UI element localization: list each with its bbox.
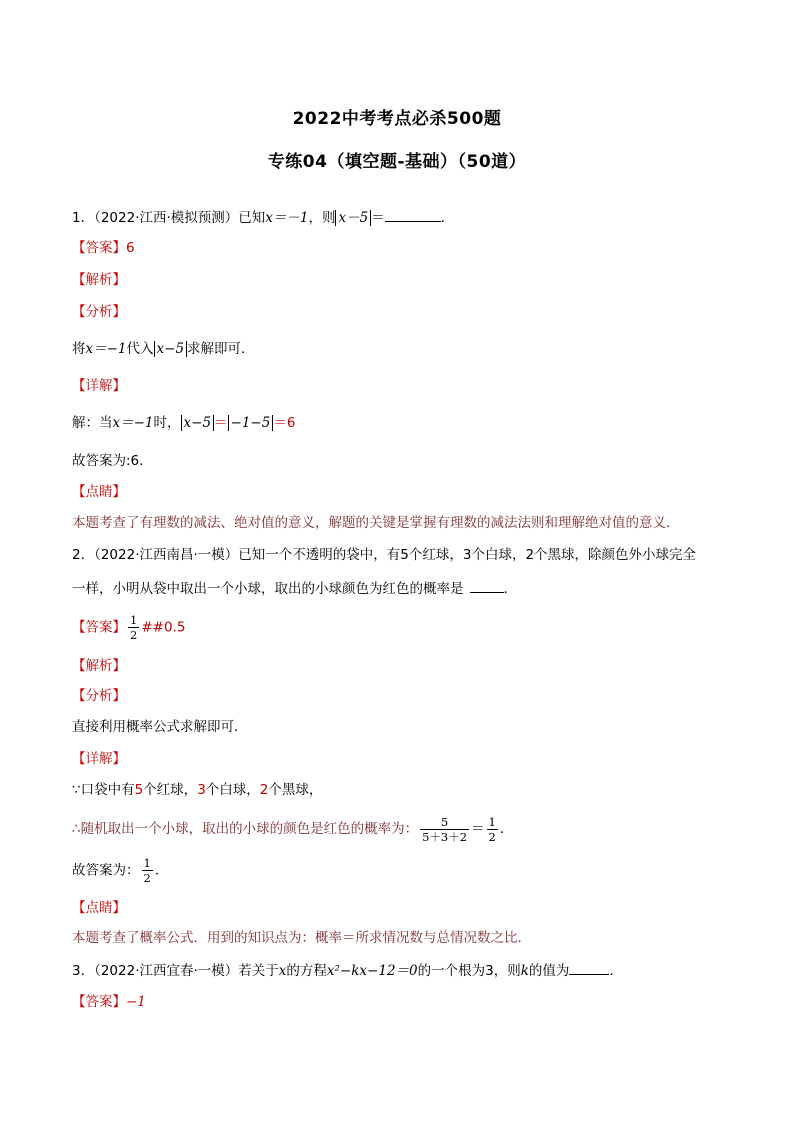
q2-stem-line2: 一样，小明从袋中取出一个小球，取出的小球颜色为红色的概率是 ． bbox=[72, 578, 517, 599]
q1-answer: 【答案】6 bbox=[72, 240, 135, 256]
answer-blank bbox=[470, 578, 504, 593]
q1-detail: 解：当x＝−1时， x−5 ＝ −1−5 ＝6 bbox=[72, 415, 296, 431]
probability-fraction: $\frac{5}{5+3+2}$ bbox=[422, 814, 468, 844]
q1-comment: 本题考查了有理数的减法、绝对值的意义，解题的关键是掌握有理数的减法法则和理解绝对值的意义． bbox=[72, 515, 680, 531]
q1-comment-label: 【点睛】 bbox=[72, 484, 126, 500]
q1-detail-label: 【详解】 bbox=[72, 378, 126, 394]
q1-fenxi: 将x＝−1代入 x−5 求解即可． bbox=[72, 341, 255, 357]
q1-stem: 1．（2022·江西·模拟预测）已知x＝－1，则 x－5 ＝ ． bbox=[72, 207, 454, 228]
page-subtitle: 专练04（填空题-基础）（50道） bbox=[267, 152, 527, 172]
q3-stem: 3．（2022·江西宜春·一模）若关于x的方程x²−kx−12＝0的一个根为3，则k的值为 ． bbox=[72, 960, 623, 981]
q2-stem-line1: 2．（2022·江西南昌·一模）已知一个不透明的袋中，有5个红球，3个白球，2个黑球，除颜色外小球完全 bbox=[72, 547, 697, 563]
q2-detail-label: 【详解】 bbox=[72, 751, 126, 767]
q2-comment-label: 【点睛】 bbox=[72, 900, 126, 916]
q2-fenxi: 直接利用概率公式求解即可． bbox=[72, 719, 248, 735]
q1-conclusion: 故答案为:6． bbox=[72, 453, 153, 469]
answer-fraction: $\frac{1}{2}$ bbox=[130, 613, 138, 642]
q2-conclusion: 故答案为： $\frac{1}{2}$ ． bbox=[72, 856, 169, 885]
q1-fenxi-label: 【分析】 bbox=[72, 304, 126, 320]
q2-therefore: ∴随机取出一个小球，取出的小球的颜色是红色的概率为： $\frac{5}{5+3+2}$ ＝ $\frac{1}{2}$ ． bbox=[72, 814, 514, 844]
q2-answer: 【答案】 $\frac{1}{2}$ ##0.5 bbox=[72, 613, 186, 642]
answer-blank bbox=[569, 960, 609, 975]
result-fraction: $\frac{1}{2}$ bbox=[488, 814, 496, 844]
q2-analysis-label: 【解析】 bbox=[72, 658, 126, 674]
q2-because: ∵口袋中有5个红球，3个白球，2个黑球， bbox=[72, 782, 323, 798]
page-title: 2022中考考点必杀500题 bbox=[292, 109, 502, 129]
answer-blank bbox=[385, 207, 441, 222]
q2-comment: 本题考查了概率公式．用到的知识点为：概率＝所求情况数与总情况数之比． bbox=[72, 930, 531, 946]
q3-answer: 【答案】−1 bbox=[72, 994, 146, 1010]
conclusion-fraction: $\frac{1}{2}$ bbox=[143, 856, 151, 885]
q2-fenxi-label: 【分析】 bbox=[72, 688, 126, 704]
q1-analysis-label: 【解析】 bbox=[72, 272, 126, 288]
